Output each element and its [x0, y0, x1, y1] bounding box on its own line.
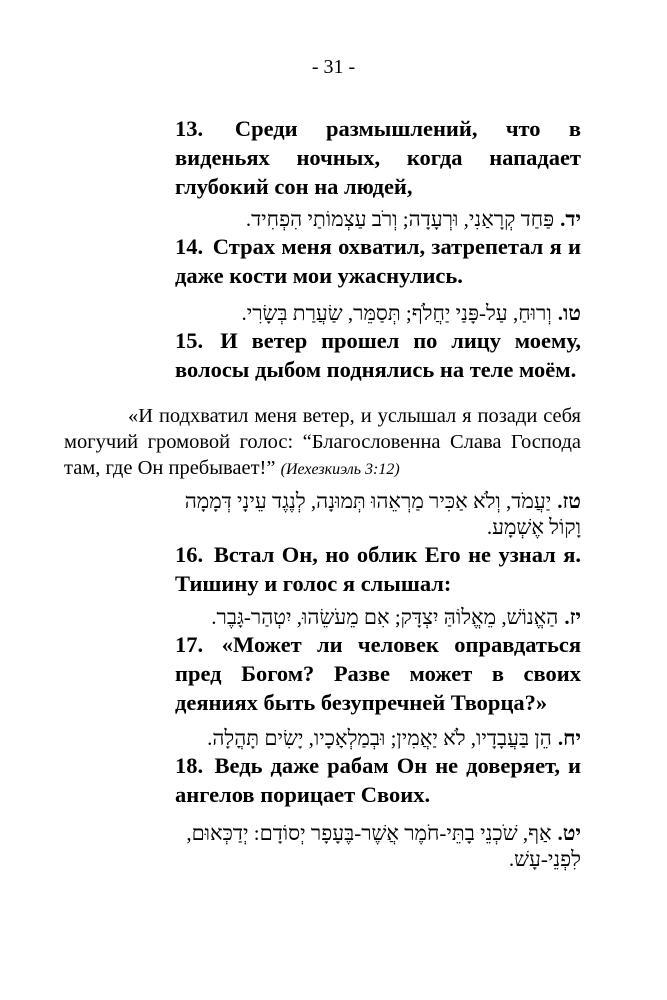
verse-14-number: 14. [175, 234, 204, 259]
verse-17-hebrew [175, 604, 581, 630]
verse-18-russian [175, 751, 581, 809]
verse-18-text: Ведь даже рабам Он не доверяет, и ангелов порицает Своих. [175, 753, 582, 807]
commentary [64, 403, 581, 483]
verse-19-hebrew [175, 820, 581, 872]
verse-18-number: 18. [175, 753, 204, 778]
verse-17-russian [175, 630, 581, 717]
verse-16-hebrew-number: טז. [557, 489, 581, 513]
verse-15-russian [175, 326, 581, 384]
verse-19-hebrew-number: יט. [557, 821, 581, 845]
verse-19-hebrew-text: אַף, שֹׁכְנֵי בָתֵּי-חֹמֶר אֲשֶׁר-בֶּעָפָר יְסוֹדָם: יְדַכְּאוּם, לִפְנֵי-עָשׁ. [186, 821, 581, 871]
verse-16-number: 16. [175, 542, 204, 567]
verse-17-number: 17. [175, 632, 204, 657]
verse-13 [175, 114, 581, 201]
verse-14-hebrew [175, 206, 581, 232]
verse-15-hebrew [175, 300, 581, 326]
verse-16-hebrew-text: יַעֲמֹד, וְלֹא אַכִּיר מַרְאֵהוּ תְּמוּנָה, לְנֶגֶד עֵינָי דְּמָמָה וָקוֹל אֶשְׁמָע. [184, 489, 581, 539]
verse-13-russian [175, 114, 581, 201]
verse-13-text: Среди размышлений, что в виденьях ночных, когда нападает глубокий сон на людей, [175, 116, 581, 199]
commentary-text: «И подхватил меня ветер, и услышал я позади себя могучий громовой голос: “Благословенна Слава Господа там, где Он пребывает!” [64, 405, 581, 479]
verse-15-number: 15. [175, 328, 204, 353]
verse-14-text: Страх меня охватил, затрепетал я и даже кости мои ужаснулись. [175, 234, 582, 288]
verse-13-number: 13. [175, 116, 204, 141]
page-number: - 31 - [311, 56, 356, 78]
verse-18-hebrew-number: יח. [557, 726, 581, 750]
verse-17-hebrew-number: יז. [564, 605, 581, 629]
verse-18-hebrew-text: הֵן בַּעֲבָדָיו, לֹא יַאֲמִין; וּבְמַלְאָכָיו, יָשִׂים תָּהֳלָה. [207, 726, 552, 750]
verse-16-hebrew [175, 488, 581, 540]
verse-14-hebrew-number: יד. [560, 207, 581, 231]
verse-17 [175, 604, 581, 717]
verse-16-text: Встал Он, но облик Его не узнал я. Тишину и голос я слышал: [175, 542, 581, 596]
verse-15-hebrew-text: וְרוּחַ, עַל-פָּנַי יַחֲלֹף; תְּסַמֵּר, שַׂעֲרַת בְּשָׂרִי. [241, 301, 552, 325]
verse-16 [175, 488, 581, 598]
verse-15 [175, 300, 581, 384]
verse-14 [175, 206, 581, 290]
commentary-source: (Иехезкиэль 3:12) [280, 461, 400, 478]
verse-17-text: «Может ли человек оправдаться пред Богом? Разве может в своих деяниях быть безупречней Творца?» [175, 632, 582, 715]
verse-14-hebrew-text: פַּחַד קְרָאַנִי, וּרְעָדָה; וְרֹב עַצְמוֹתַי הִפְחִיד. [245, 207, 555, 231]
verse-19 [175, 820, 581, 872]
verse-18 [175, 725, 581, 809]
verse-15-hebrew-number: טו. [557, 301, 581, 325]
verse-14-russian [175, 232, 581, 290]
verse-15-text: И ветер прошел по лицу моему, волосы дыбом поднялись на теле моём. [175, 328, 581, 382]
verse-17-hebrew-text: הַאֱנוֹשׁ, מֵאֱלוֹהַּ יִצְדָּק; אִם מֵעֹשֵׂהוּ, יִטְהַר-גָּבֶר. [211, 605, 559, 629]
verse-16-russian [175, 540, 581, 598]
verse-18-hebrew [175, 725, 581, 751]
